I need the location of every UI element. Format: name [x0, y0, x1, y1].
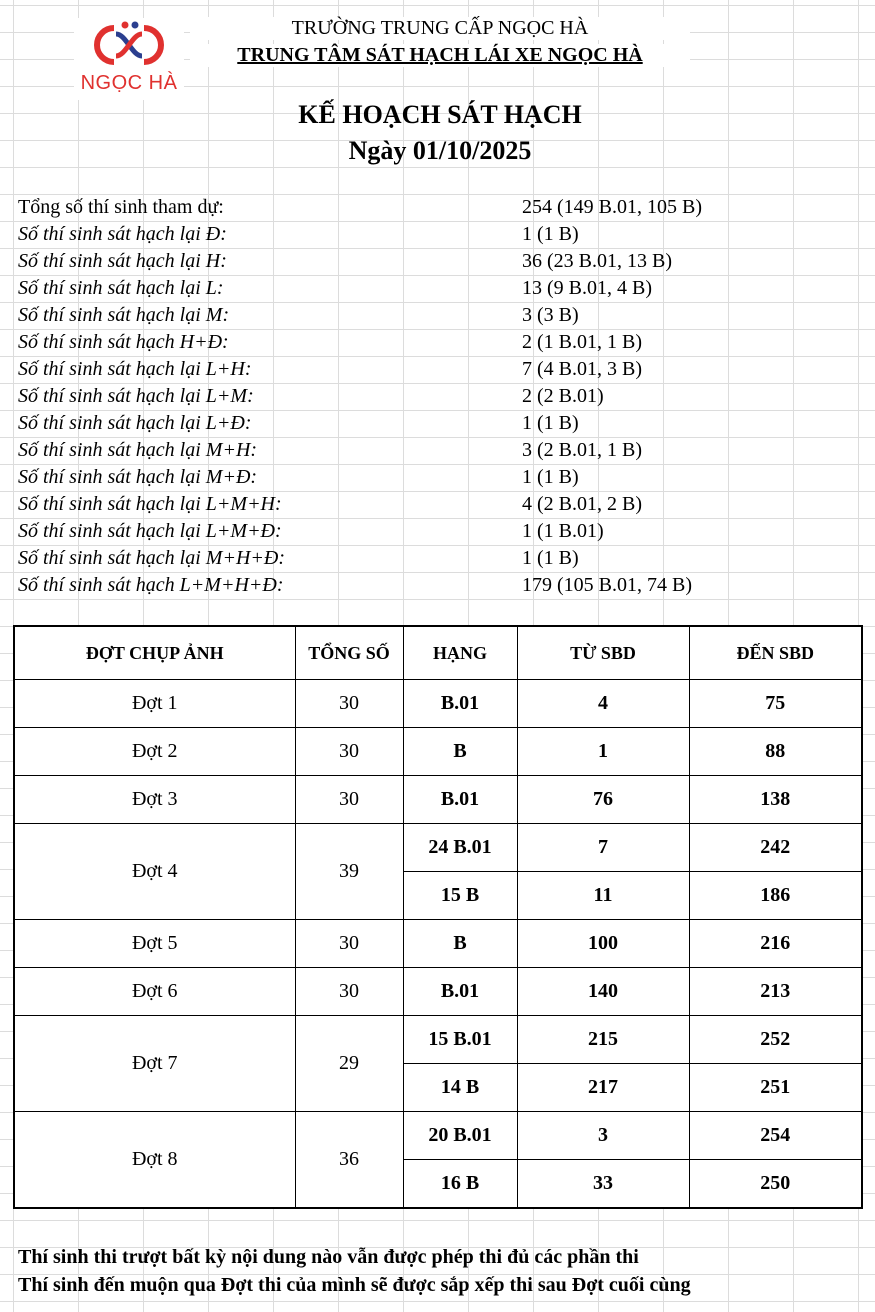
stat-label: Tổng số thí sinh tham dự: [18, 196, 224, 218]
batch-total-cell: 30 [295, 728, 403, 776]
stat-label: Số thí sinh sát hạch lại Đ: [18, 223, 227, 245]
schedule-body [14, 680, 862, 1209]
from-sbd-cell: 76 [517, 776, 689, 824]
stat-label: Số thí sinh sát hạch H+Đ: [18, 331, 229, 353]
stat-label: Số thí sinh sát hạch lại M+Đ: [18, 466, 258, 488]
stat-label: Số thí sinh sát hạch lại M: [18, 304, 230, 326]
stat-label: Số thí sinh sát hạch lại L+M+Đ: [18, 520, 282, 542]
stat-label: Số thí sinh sát hạch lại L+Đ: [18, 412, 252, 434]
stat-value: 2 (1 B.01, 1 B) [522, 331, 642, 353]
col-header-total: TỔNG SỐ [295, 626, 403, 680]
stat-value: 2 (2 B.01) [522, 385, 604, 407]
batch-name-cell: Đợt 5 [14, 920, 295, 968]
table-row [14, 680, 862, 728]
to-sbd-cell: 254 [689, 1112, 862, 1160]
batch-total-cell: 30 [295, 680, 403, 728]
table-row [14, 728, 862, 776]
stat-row [18, 493, 858, 520]
batch-name-cell: Đợt 1 [14, 680, 295, 728]
batch-name-cell: Đợt 8 [14, 1112, 295, 1209]
stat-row [18, 520, 858, 547]
table-row [14, 920, 862, 968]
class-cell: B.01 [403, 680, 517, 728]
stat-row [18, 574, 858, 601]
stat-label: Số thí sinh sát hạch lại H: [18, 250, 227, 272]
stat-row [18, 385, 858, 412]
stat-row [18, 466, 858, 493]
batch-total-cell: 36 [295, 1112, 403, 1209]
from-sbd-cell: 1 [517, 728, 689, 776]
batch-name-cell: Đợt 6 [14, 968, 295, 1016]
from-sbd-cell: 100 [517, 920, 689, 968]
from-sbd-cell: 3 [517, 1112, 689, 1160]
batch-total-cell: 30 [295, 920, 403, 968]
stats-list [18, 196, 858, 601]
batch-name-cell: Đợt 3 [14, 776, 295, 824]
class-cell: B.01 [403, 776, 517, 824]
stat-row [18, 223, 858, 250]
school-name: TRƯỜNG TRUNG CẤP NGỌC HÀ [190, 17, 690, 40]
stat-label: Số thí sinh sát hạch lại L+H: [18, 358, 252, 380]
batch-name-cell: Đợt 2 [14, 728, 295, 776]
stat-value: 1 (1 B) [522, 466, 579, 488]
stat-value: 1 (1 B) [522, 223, 579, 245]
class-cell: 14 B [403, 1064, 517, 1112]
stat-value: 1 (1 B.01) [522, 520, 604, 542]
batch-total-cell: 30 [295, 968, 403, 1016]
stat-value: 36 (23 B.01, 13 B) [522, 250, 672, 272]
table-row [14, 968, 862, 1016]
logo-mark-icon [94, 20, 164, 70]
note-retake: Thí sinh thi trượt bất kỳ nội dung nào vẫn được phép thi đủ các phần thi [18, 1246, 639, 1268]
stat-value: 1 (1 B) [522, 547, 579, 569]
class-cell: 24 B.01 [403, 824, 517, 872]
center-name: TRUNG TÂM SÁT HẠCH LÁI XE NGỌC HÀ [190, 44, 690, 67]
stat-row [18, 277, 858, 304]
stat-row [18, 412, 858, 439]
class-cell: 15 B.01 [403, 1016, 517, 1064]
from-sbd-cell: 33 [517, 1160, 689, 1209]
to-sbd-cell: 250 [689, 1160, 862, 1209]
col-header-class: HẠNG [403, 626, 517, 680]
stat-label: Số thí sinh sát hạch lại M+H+Đ: [18, 547, 285, 569]
stat-value: 13 (9 B.01, 4 B) [522, 277, 652, 299]
page-title: KẾ HOẠCH SÁT HẠCH [298, 100, 582, 129]
table-row [14, 1112, 862, 1160]
stat-row [18, 196, 858, 223]
col-header-to: ĐẾN SBD [689, 626, 862, 680]
stat-label: Số thí sinh sát hạch lại L: [18, 277, 224, 299]
col-header-batch: ĐỢT CHỤP ẢNH [14, 626, 295, 680]
batch-total-cell: 29 [295, 1016, 403, 1112]
table-row [14, 776, 862, 824]
to-sbd-cell: 213 [689, 968, 862, 1016]
stat-value: 3 (3 B) [522, 304, 579, 326]
note-late: Thí sinh đến muộn qua Đợt thi của mình sẽ được sắp xếp thi sau Đợt cuối cùng [18, 1274, 691, 1296]
to-sbd-cell: 186 [689, 872, 862, 920]
stat-label: Số thí sinh sát hạch lại L+M: [18, 385, 254, 407]
stat-row [18, 439, 858, 466]
table-row [14, 824, 862, 872]
stat-value: 4 (2 B.01, 2 B) [522, 493, 642, 515]
class-cell: 20 B.01 [403, 1112, 517, 1160]
stat-label: Số thí sinh sát hạch lại M+H: [18, 439, 258, 461]
to-sbd-cell: 88 [689, 728, 862, 776]
batch-total-cell: 30 [295, 776, 403, 824]
stat-value: 7 (4 B.01, 3 B) [522, 358, 642, 380]
table-row [14, 1016, 862, 1064]
class-cell: B [403, 728, 517, 776]
to-sbd-cell: 242 [689, 824, 862, 872]
schedule-table [13, 625, 863, 1209]
stat-value: 3 (2 B.01, 1 B) [522, 439, 642, 461]
class-cell: B [403, 920, 517, 968]
stat-value: 254 (149 B.01, 105 B) [522, 196, 702, 218]
logo [74, 18, 184, 100]
stat-row [18, 547, 858, 574]
page-date: Ngày 01/10/2025 [348, 136, 532, 165]
stat-row [18, 304, 858, 331]
logo-text: NGỌC HÀ [80, 72, 178, 94]
stat-label: Số thí sinh sát hạch L+M+H+Đ: [18, 574, 284, 596]
batch-total-cell: 39 [295, 824, 403, 920]
stat-row [18, 331, 858, 358]
from-sbd-cell: 217 [517, 1064, 689, 1112]
to-sbd-cell: 138 [689, 776, 862, 824]
stat-label: Số thí sinh sát hạch lại L+M+H: [18, 493, 282, 515]
table-header-row [14, 626, 862, 680]
class-cell: 15 B [403, 872, 517, 920]
stat-value: 1 (1 B) [522, 412, 579, 434]
batch-name-cell: Đợt 4 [14, 824, 295, 920]
to-sbd-cell: 75 [689, 680, 862, 728]
col-header-from: TỪ SBD [517, 626, 689, 680]
from-sbd-cell: 11 [517, 872, 689, 920]
batch-name-cell: Đợt 7 [14, 1016, 295, 1112]
to-sbd-cell: 251 [689, 1064, 862, 1112]
from-sbd-cell: 215 [517, 1016, 689, 1064]
to-sbd-cell: 252 [689, 1016, 862, 1064]
stat-value: 179 (105 B.01, 74 B) [522, 574, 692, 596]
stat-row [18, 358, 858, 385]
class-cell: 16 B [403, 1160, 517, 1209]
from-sbd-cell: 140 [517, 968, 689, 1016]
stat-row [18, 250, 858, 277]
class-cell: B.01 [403, 968, 517, 1016]
from-sbd-cell: 4 [517, 680, 689, 728]
from-sbd-cell: 7 [517, 824, 689, 872]
to-sbd-cell: 216 [689, 920, 862, 968]
